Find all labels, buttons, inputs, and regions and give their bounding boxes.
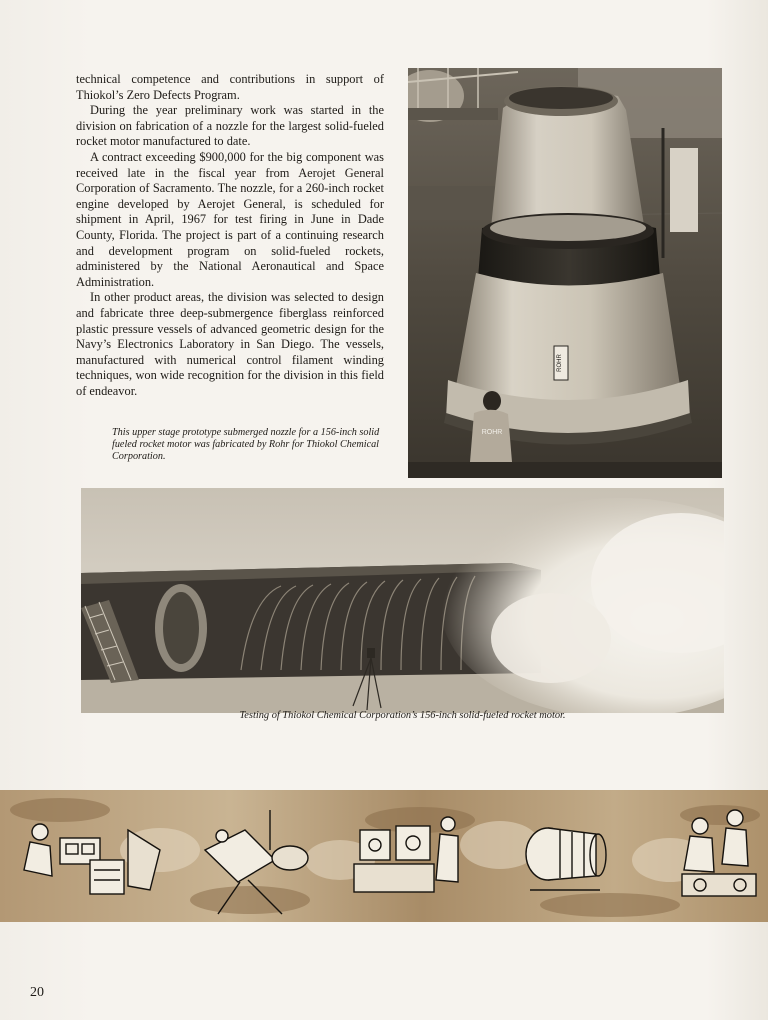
paragraph-navy-vessels: In other product areas, the division was selected to design and fabricate three deep-submergence fiberglass reinforced plastic pressure vessels of advanced geometric design for the Navy’s Electronics Laboratory in San Diego. The vessels, manufactured with numerical control filament winding techniques, won wide recognition for the division in this field of endeavor. bbox=[76, 290, 384, 398]
page-number: 20 bbox=[30, 985, 44, 1000]
article-body bbox=[76, 72, 384, 399]
nozzle-photo bbox=[408, 68, 722, 478]
worker-shirt-text: ROHR bbox=[481, 429, 503, 436]
illustration-banner bbox=[0, 790, 768, 922]
rocket-test-photo bbox=[81, 488, 724, 713]
paragraph-nozzle-work: During the year preliminary work was started in the division on fabrication of a nozzle for the largest solid-fueled rocket motor manufactured to date. bbox=[76, 103, 384, 149]
rohr-logo-text: ROHR bbox=[557, 354, 563, 372]
paragraph-aerojet-contract: A contract exceeding $900,000 for the big component was received late in the fiscal year from Aerojet General Corporation of Sacramento. The nozzle, for a 260-inch rocket engine developed by Aerojet General, is scheduled for shipment in April, 1967 for test firing in June in Dade County, Florida. The project is part of a continuing research and development program on solid-fueled rockets, administered by the National Aeronautical and Space Administration. bbox=[76, 149, 384, 289]
nozzle-photo-caption: This upper stage prototype submerged nozzle for a 156-inch solid fueled rocket motor was fabricated by Rohr for Thiokol Chemical Corporation. bbox=[112, 427, 380, 463]
rocket-test-caption: Testing of Thiokol Chemical Corporation’s 156-inch solid-fueled rocket motor. bbox=[239, 710, 566, 721]
paragraph-zero-defects: technical competence and contributions in support of Thiokol’s Zero Defects Program. bbox=[76, 72, 384, 102]
